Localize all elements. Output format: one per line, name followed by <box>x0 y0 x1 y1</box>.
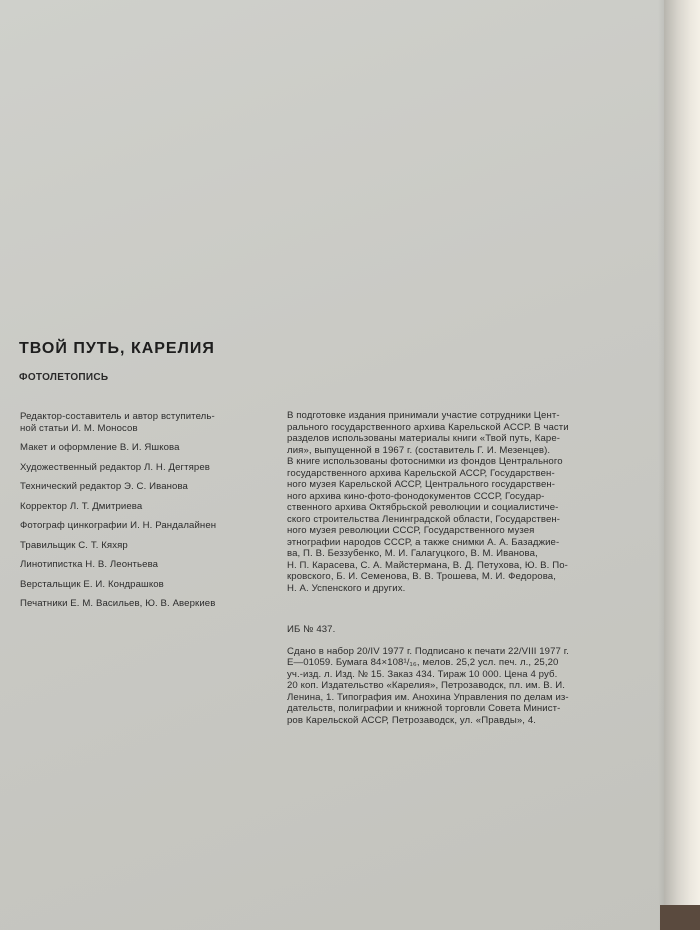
book-subtitle: ФОТОЛЕТОПИСЬ <box>19 372 109 383</box>
text-line: государственного архива Карельской АССР, Государствен- <box>287 467 555 479</box>
credit-line: Художественный редактор Л. Н. Дегтярев <box>20 461 210 473</box>
colophon-line: Сдано в набор 20/IV 1977 г. Подписано к печати 22/VIII 1977 г. <box>287 645 569 657</box>
text-line: кровского, Б. И. Семенова, В. В. Трошева, М. И. Федорова, <box>287 571 556 582</box>
text-line: ного музея революции СССР, Государственного музея <box>287 525 535 536</box>
text-line: Н. П. Карасева, С. А. Майстермана, В. Д. Петухова, Ю. В. По- <box>287 559 568 571</box>
credit-line: Верстальщик Е. И. Кондрашков <box>20 578 164 590</box>
text-line: В книге использованы фотоснимки из фондов Центрального <box>287 456 563 467</box>
text-line: этнографии народов СССР, а также снимки А. А. Базаджие- <box>287 536 560 548</box>
text-line: ственного архива Октябрьской революции и социалистиче- <box>287 502 559 513</box>
credit-line: Печатники Е. М. Васильев, Ю. В. Аверкиев <box>20 598 216 609</box>
credit-line: ной статьи И. М. Моносов <box>20 422 138 434</box>
acknowledgement-paragraph <box>287 410 671 594</box>
next-page-edge <box>664 0 700 930</box>
text-line: ва, П. В. Беззубенко, М. И. Галагуцкого, В. М. Иванова, <box>287 548 538 559</box>
colophon-line: дательств, полиграфии и книжной торговли Совета Минист- <box>287 703 561 714</box>
credit-line: Фотограф цинкографии И. Н. Рандалайнен <box>20 520 217 531</box>
text-line: Н. А. Успенского и других. <box>287 582 406 594</box>
book-title: ТВОЙ ПУТЬ, КАРЕЛИЯ <box>19 340 215 357</box>
isbn-line: ИБ № 437. <box>287 624 336 635</box>
colophon <box>287 624 671 726</box>
colophon-line: 20 коп. Издательство «Карелия», Петрозаводск, пл. им. В. И. <box>287 680 566 691</box>
text-line: разделов использованы материалы книги «Твой путь, Каре- <box>287 433 561 444</box>
credits-list <box>20 411 268 618</box>
text-line: В подготовке издания принимали участие сотрудники Цент- <box>287 410 560 421</box>
text-line: рального государственного архива Карельской АССР. В части <box>287 421 569 433</box>
credit-line: Корректор Л. Т. Дмитриева <box>20 500 143 512</box>
text-line: ского строительства Ленинградской области, Государствен- <box>287 513 561 525</box>
text-line: ного архива кино-фото-фонодокументов СССР, Государ- <box>287 490 545 502</box>
text-line: лия», выпущенной в 1967 г. (составитель Г. И. Мезенцев). <box>287 444 551 456</box>
colophon-line: Ленина, 1. Типография им. Анохина Управления по делам из- <box>287 691 569 703</box>
credit-line: Технический редактор Э. С. Иванова <box>20 481 188 492</box>
credit-line: Травильщик С. Т. Кяхяр <box>20 539 128 551</box>
table-surface <box>660 905 700 930</box>
credit-line: Редактор-составитель и автор вступитель- <box>20 411 215 422</box>
credit-line: Макет и оформление В. И. Яшкова <box>20 442 180 453</box>
credit-line: Линотипистка Н. В. Леонтьева <box>20 559 159 570</box>
credit-editor <box>20 411 268 434</box>
colophon-line: уч.-изд. л. Изд. № 15. Заказ 434. Тираж 10 000. Цена 4 руб. <box>287 668 558 680</box>
colophon-line: ров Карельской АССР, Петрозаводск, ул. «Правды», 4. <box>287 714 537 726</box>
colophon-line: Е—01059. Бумага 84×108¹/₁₆, мелов. 25,2 усл. печ. л., 25,20 <box>287 657 559 668</box>
text-line: ного музея Карельской АССР, Центрального государствен- <box>287 479 556 490</box>
